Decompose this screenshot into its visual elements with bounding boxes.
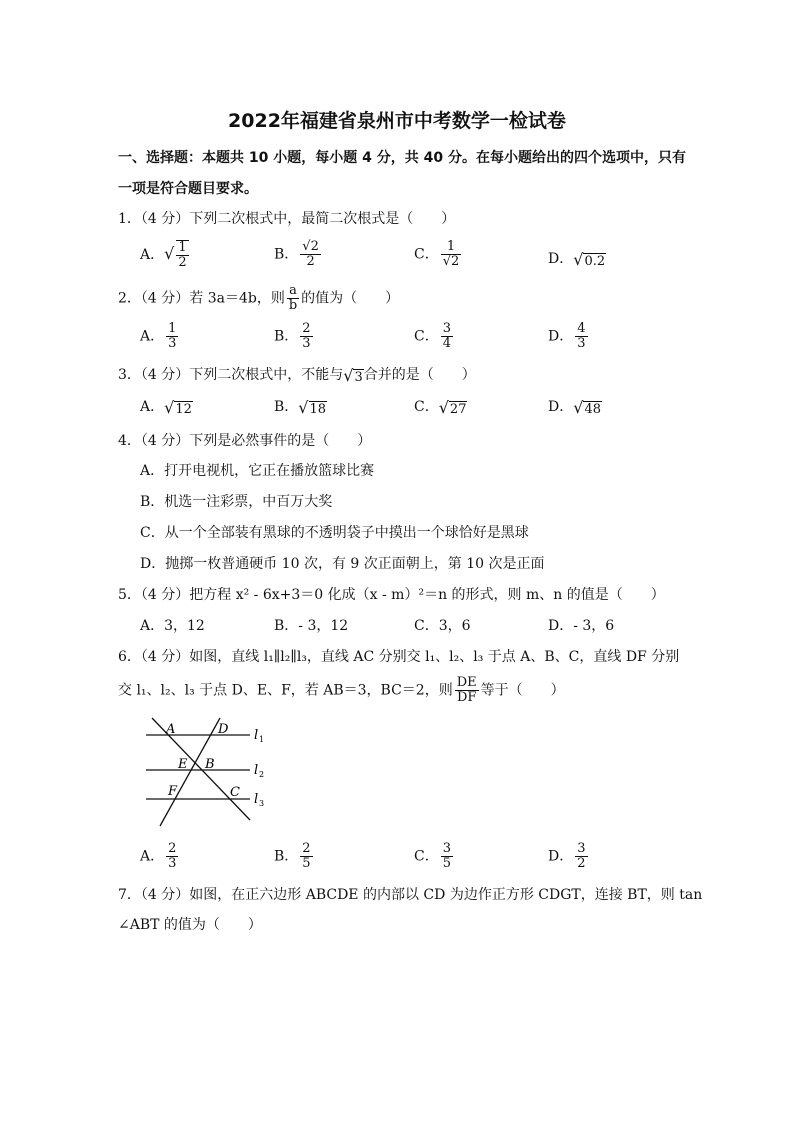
- page-title: 2022年福建省泉州市中考数学一检试卷: [228, 110, 566, 132]
- q2-stem: 2．（4 分）若 3a＝4b，则 $\frac{a}{b}$ 的值为（ ）: [118, 283, 400, 313]
- q7-line1: 7．（4 分）如图，在正六边形 ABCDE 的内部以 CD 为边作正方形 CDGT，连接 BT，则 tan: [118, 887, 703, 903]
- q6-line2: 交 l₁、l₂、l₃ 于点 D、E、F，若 AB＝3，BC＝2，则 $\frac{DE}{DF}$ 等于（ ）: [118, 675, 565, 705]
- q2-option-a: A． $\frac{1}{3}$: [140, 321, 177, 351]
- q5-stem: 5．（4 分）把方程 x² - 6x+3＝0 化成（x - m）²＝n 的形式，则 m、n 的值是（ ）: [118, 587, 665, 603]
- q6-line1: 6．（4 分）如图，直线 l₁∥l₂∥l₃，直线 AC 分别交 l₁、l₂、l₃ 于点 A、B、C，直线 DF 分别: [118, 649, 680, 665]
- point-label-d: D: [218, 722, 229, 737]
- q5-option-d: D．- 3，6: [548, 618, 615, 634]
- line-label-l1-sub: 1: [259, 735, 265, 744]
- parallel-lines-figure: [138, 716, 278, 831]
- q6-option-c: C． $\frac{3}{5}$: [414, 841, 451, 871]
- line-label-l1: l: [254, 728, 259, 743]
- q1-option-c: C． $\frac{1}{√2}$: [414, 239, 460, 269]
- q4-option-c: C．从一个全部装有黑球的不透明袋子中摸出一个球恰好是黑球: [140, 525, 529, 541]
- q5-option-c: C．3，6: [414, 618, 471, 634]
- q4-option-b: B．机选一注彩票，中百万大奖: [140, 494, 333, 510]
- q2-option-b: B． $\frac{2}{3}$: [274, 321, 311, 351]
- q6-option-d: D． $\frac{3}{2}$: [548, 841, 586, 871]
- q1-option-b: B． $\frac{√2}{2}$: [274, 239, 319, 269]
- q4-option-a: A．打开电视机，它正在播放篮球比赛: [140, 463, 375, 479]
- q6-option-a: A． $\frac{2}{3}$: [140, 841, 177, 871]
- line-label-l3: l: [254, 792, 259, 807]
- q2-option-c: C． $\frac{3}{4}$: [414, 321, 451, 351]
- point-label-e: E: [178, 757, 188, 772]
- q4-stem: 4．（4 分）下列是必然事件的是（ ）: [118, 433, 372, 449]
- q3-option-d: D．√48: [548, 397, 601, 417]
- section-heading-line1: 一、选择题：本题共 10 小题，每小题 4 分，共 40 分。在每小题给出的四个选项中，只有: [118, 150, 686, 166]
- point-label-a: A: [166, 722, 176, 737]
- q6-option-b: B． $\frac{2}{5}$: [274, 841, 311, 871]
- q2-option-d: D． $\frac{4}{3}$: [548, 321, 586, 351]
- point-label-b: B: [205, 757, 215, 772]
- q1-option-d: D．√0.2: [548, 249, 606, 269]
- section-heading-line2: 一项是符合题目要求。: [118, 181, 258, 197]
- point-label-f: F: [168, 784, 178, 799]
- point-label-c: C: [230, 785, 240, 800]
- q1-option-a: A．√ $\frac{1}{2}$: [140, 240, 187, 270]
- q5-option-a: A．3，12: [140, 618, 205, 634]
- q5-option-b: B．- 3，12: [274, 618, 349, 634]
- line-label-l3-sub: 3: [259, 799, 265, 808]
- q3-stem: 3．（4 分）下列二次根式中，不能与√3合并的是（ ）: [118, 365, 476, 385]
- q4-option-d: D．抛掷一枚普通硬币 10 次，有 9 次正面朝上，第 10 次是正面: [140, 556, 545, 572]
- line-label-l2-sub: 2: [259, 770, 265, 779]
- q7-line2: ∠ABT 的值为（ ）: [118, 917, 262, 933]
- q1-stem: 1．（4 分）下列二次根式中，最简二次根式是（ ）: [118, 211, 456, 227]
- q3-option-b: B．√18: [274, 397, 327, 417]
- line-label-l2: l: [254, 763, 259, 778]
- q3-option-a: A．√12: [140, 397, 192, 417]
- q3-option-c: C．√27: [414, 397, 467, 417]
